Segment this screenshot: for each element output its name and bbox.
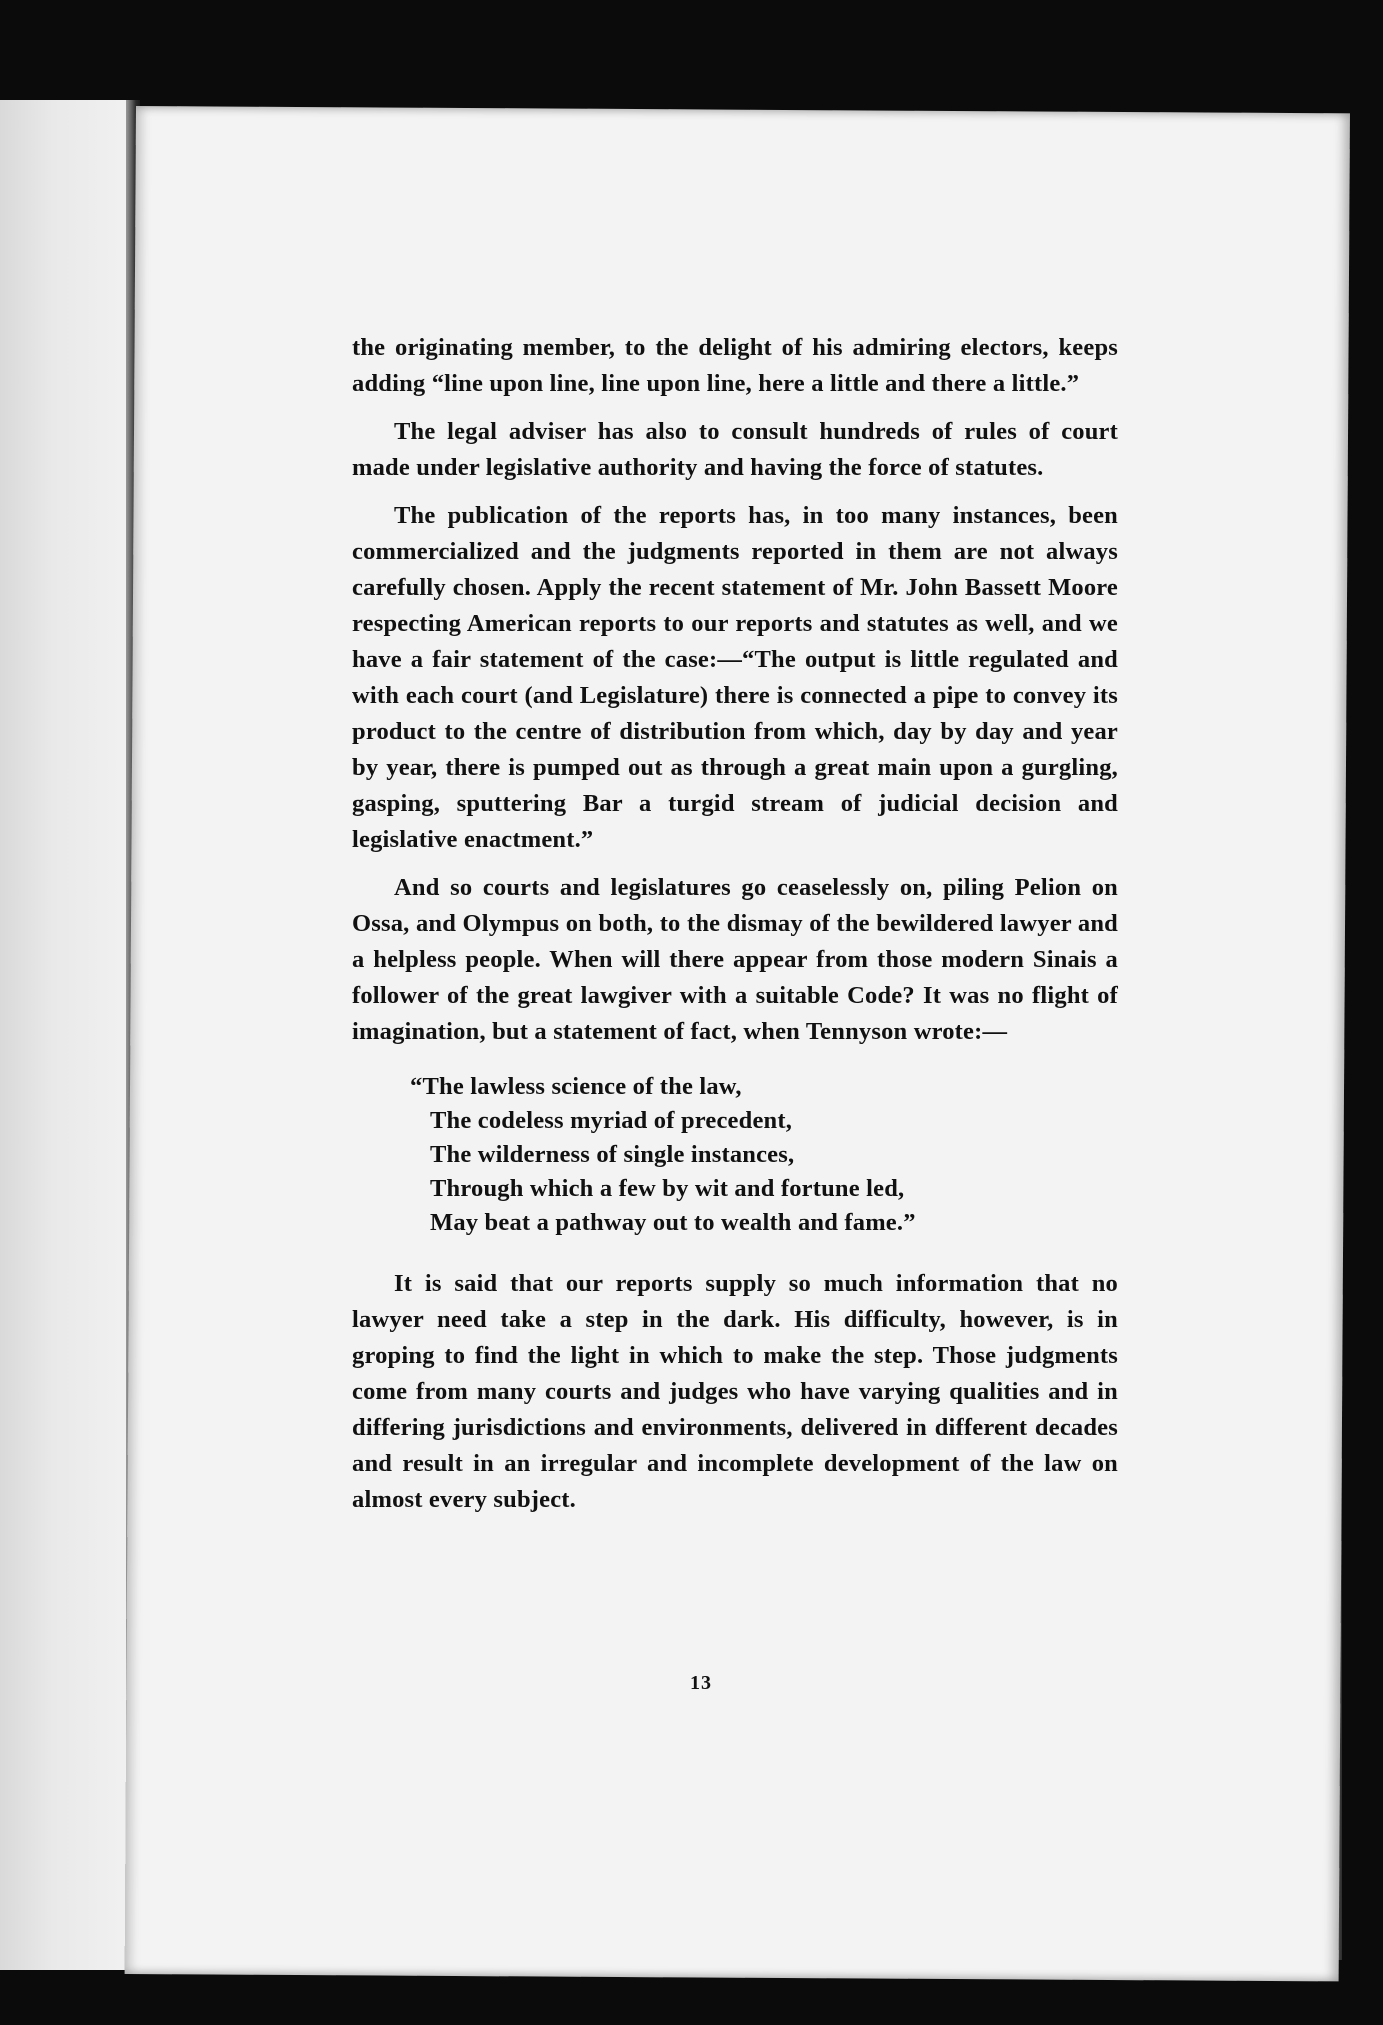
paragraph-4: And so courts and legislatures go ceaselessly on, piling Pelion on Ossa, and Olympus on both, to the dismay of the bewildered lawyer and a helpless people. When will there appear from those modern Sinais a follower of the great lawgiver with a suitable Code? It was no flight of imagination, but a statement of fact, when Tennyson wrote:— [352, 874, 1118, 1045]
closing-paragraph: It is said that our reports supply so much information that no lawyer need take a step in the dark. His difficulty, however, is in groping to find the light in which to make the step. Those judgments come from many courts and judges who have varying qualities and in differing jurisdictions and environments, delivered in different decades and result in an irregular and incomplete development of the law on almost every subject. [352, 1270, 1118, 1513]
tennyson-quotation [410, 1070, 1118, 1240]
page-number: 13 [690, 1672, 712, 1694]
page-text [352, 330, 1118, 1530]
paragraph-2: The legal adviser has also to consult hundreds of rules of court made under legislative authority and having the force of statutes. [352, 418, 1118, 481]
poem-line-1: “The lawless science of the law, [410, 1073, 742, 1100]
poem-line-3: The wilderness of single instances, [430, 1141, 795, 1168]
poem-line-5: May beat a pathway out to wealth and fame.” [430, 1209, 916, 1236]
facing-page-edge [0, 100, 132, 1970]
poem-line-2: The codeless myriad of precedent, [430, 1107, 793, 1134]
paragraph-1: the originating member, to the delight of his admiring electors, keeps adding “line upon line, line upon line, here a little and there a little.” [352, 334, 1118, 397]
poem-line-4: Through which a few by wit and fortune led, [430, 1175, 905, 1202]
paragraph-3: The publication of the reports has, in too many instances, been commercialized and the judgments reported in them are not always carefully chosen. Apply the recent statement of Mr. John Bassett Moore respecting American reports to our reports and statutes as well, and we have a fair statement of the case:—“The output is little regulated and with each court (and Legislature) there is connected a pipe to convey its product to the centre of distribution from which, day by day and year by year, there is pumped out as through a great main upon a gurgling, gasping, sputtering Bar a turgid stream of judicial decision and legislative enactment.” [352, 502, 1118, 853]
